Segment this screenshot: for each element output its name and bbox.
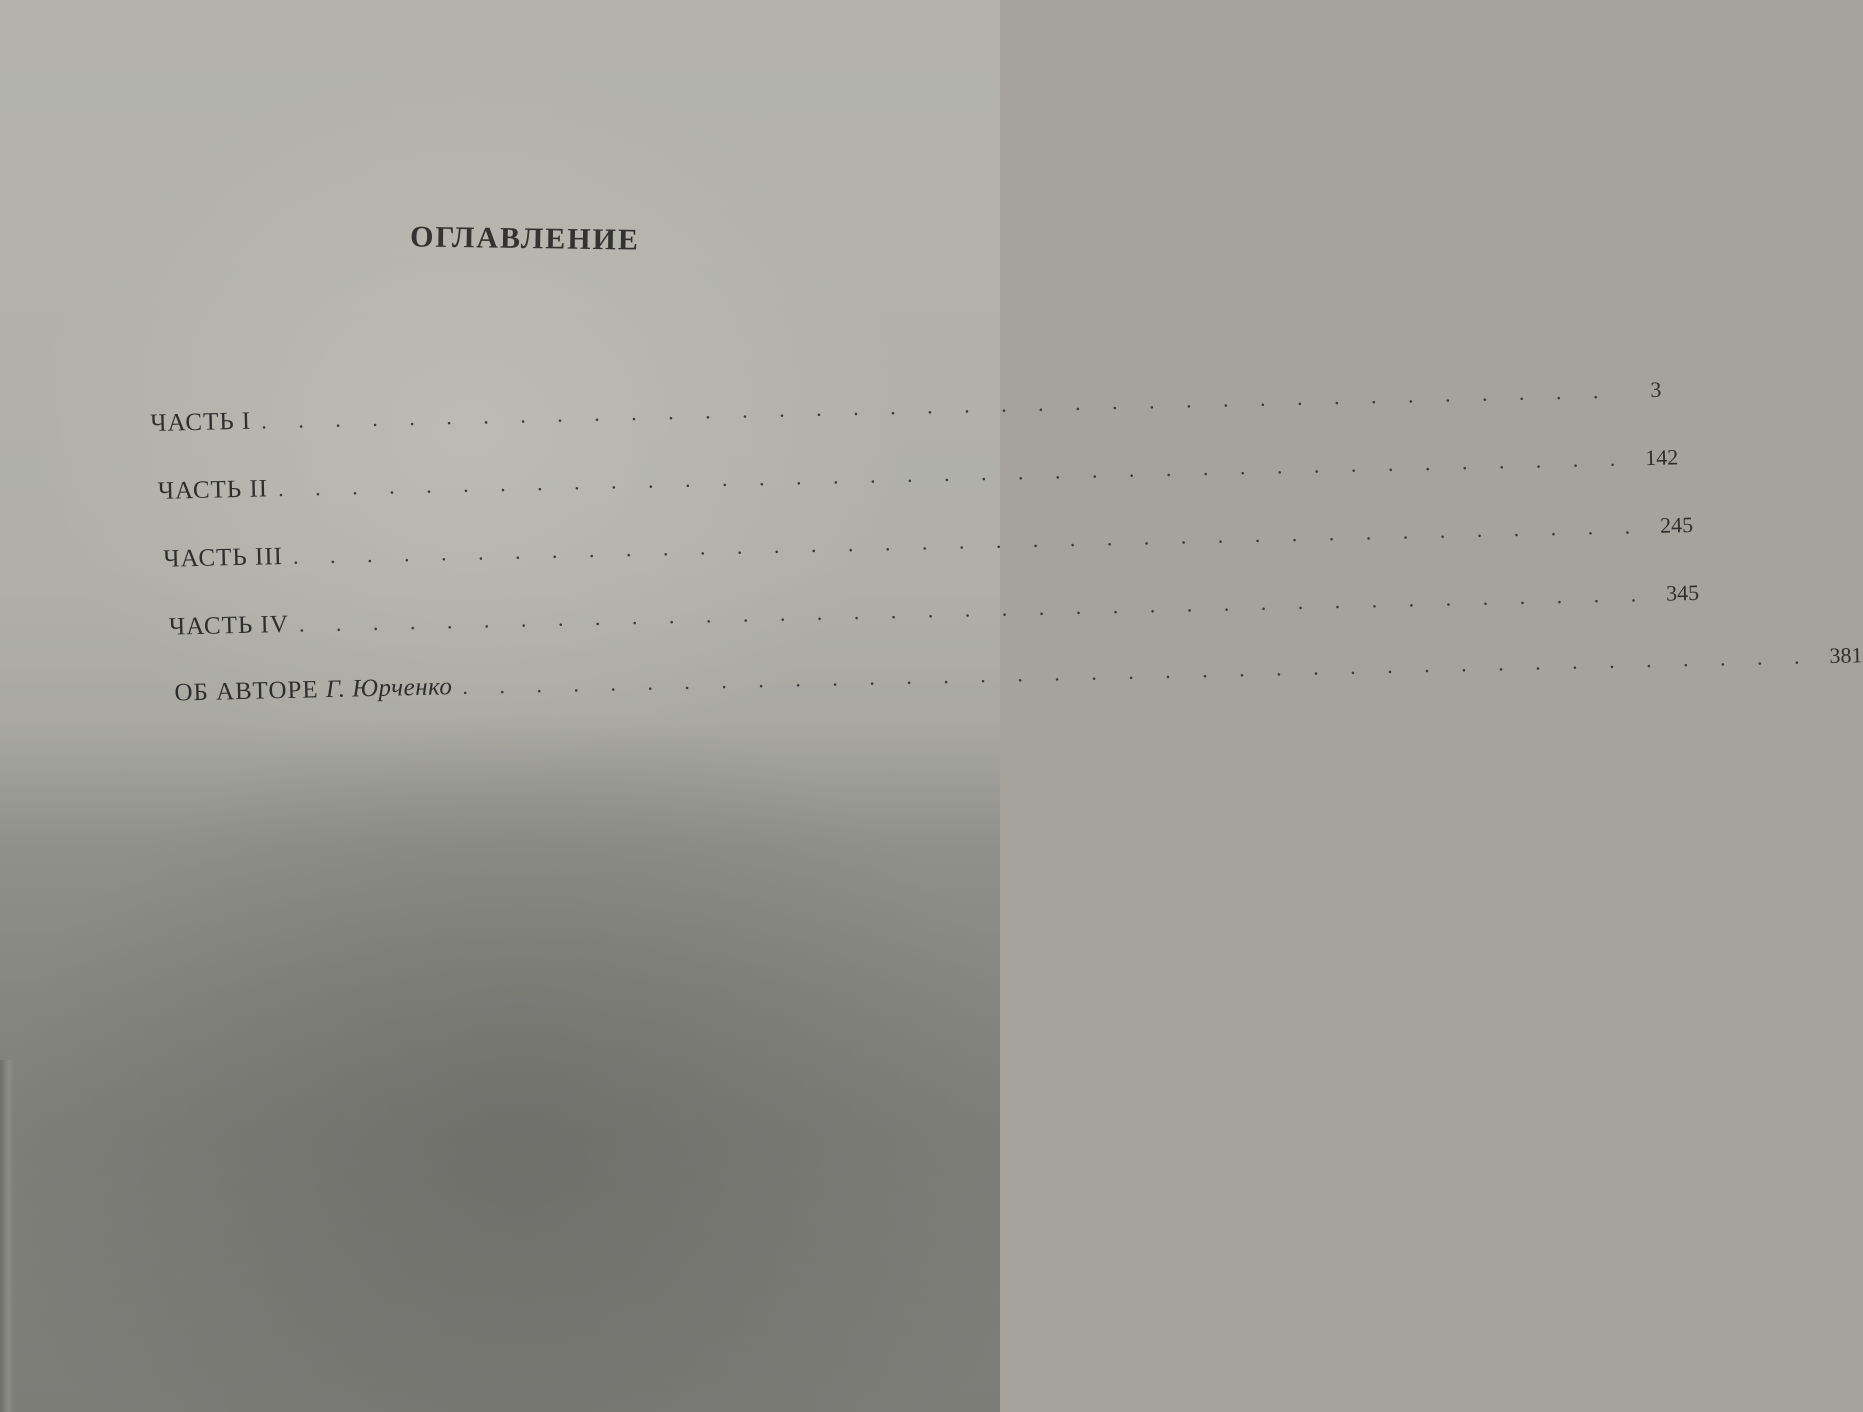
toc-entry-label: ЧАСТЬ III [163, 543, 284, 573]
dot-leader: . . . . . . . . . . . . . . . . . . . . . . . . . . . . . . . . . . . . . [277, 445, 1629, 502]
dot-leader: . . . . . . . . . . . . . . . . . . . . . . . . . . . . . . . . . . . . . [462, 643, 1813, 699]
toc-entry-about-author [174, 642, 1863, 719]
toc-entry-label: ЧАСТЬ II [157, 475, 269, 505]
toc-entry-part-3 [163, 512, 1694, 585]
dot-leader: . . . . . . . . . . . . . . . . . . . . . . . . . . . . . . . . . . . . . [260, 377, 1612, 434]
toc-entry-part-4 [168, 579, 1700, 653]
toc-entry-part-2 [157, 444, 1679, 518]
toc-entry-page: 245 [1659, 512, 1694, 538]
toc-entry-title: ОБ АВТОРЕ [174, 676, 319, 707]
toc-entry-part-1 [150, 376, 1662, 450]
toc-entry-label: ЧАСТЬ IV [168, 610, 290, 641]
dot-leader: . . . . . . . . . . . . . . . . . . . . . . . . . . . . . . . . . . . . . [298, 581, 1650, 637]
toc-entry-label: ЧАСТЬ I [150, 407, 252, 437]
toc-entry-label [174, 673, 453, 707]
toc-entry-page: 142 [1644, 444, 1679, 471]
table-of-contents [150, 376, 1863, 707]
toc-entry-page: 345 [1665, 579, 1700, 606]
toc-entry-author: Г. Юрченко [325, 673, 453, 704]
page-title: ОГЛАВЛЕНИЕ [409, 220, 641, 257]
photo-shadow [0, 720, 1000, 1412]
dot-leader: . . . . . . . . . . . . . . . . . . . . . . . . . . . . . . . . . . . . . [292, 513, 1644, 569]
toc-entry-page: 381 [1829, 642, 1863, 668]
toc-entry-page: 3 [1650, 376, 1662, 402]
page-edge [0, 1060, 14, 1412]
